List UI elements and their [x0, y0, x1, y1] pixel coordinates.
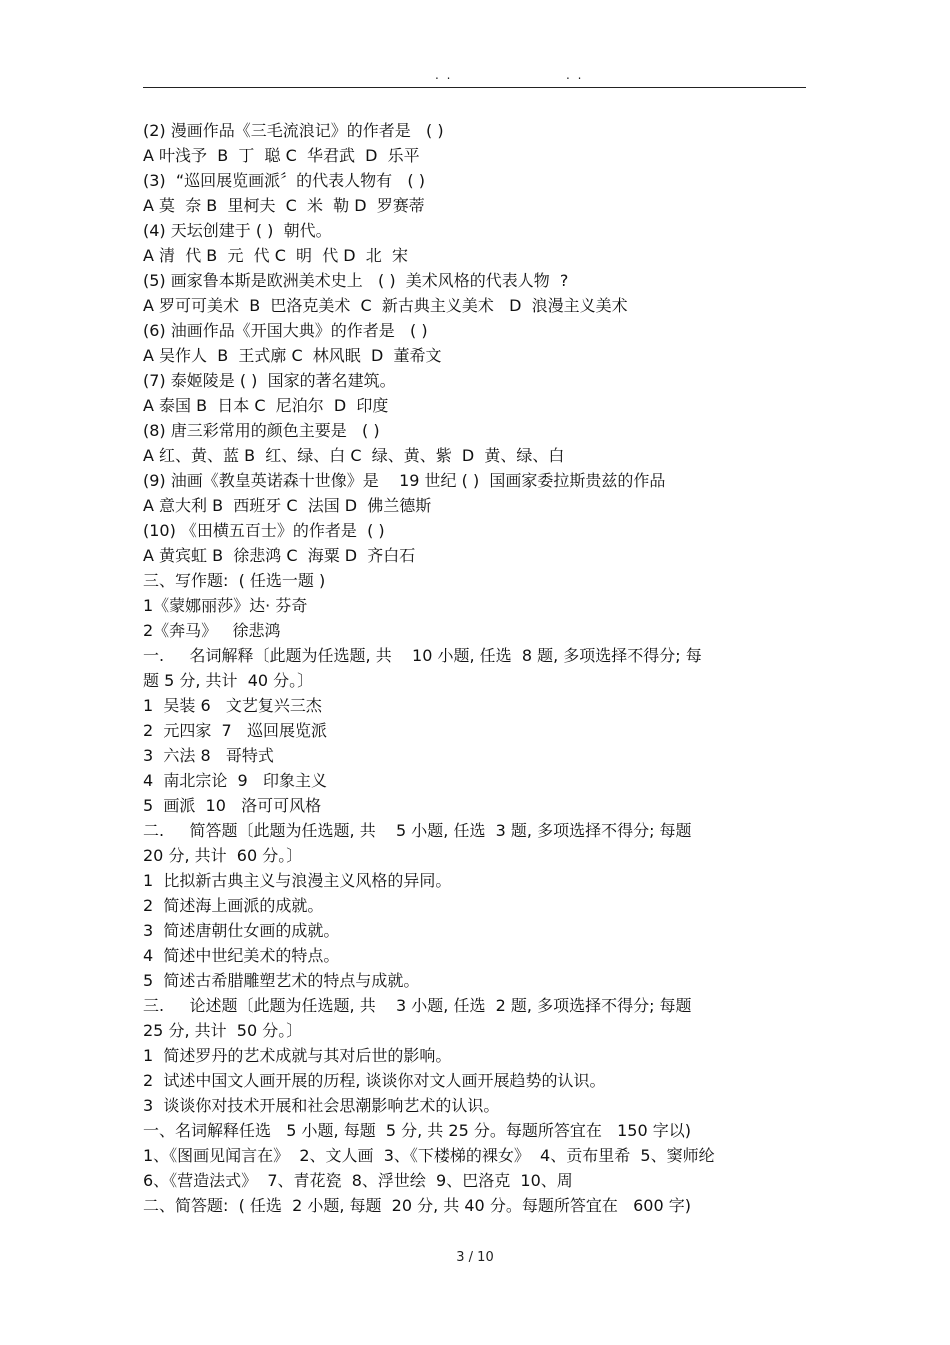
text-line: (10) 《田横五百士》的作者是 ( ) [143, 521, 385, 540]
text-line: 一、名词解释任选 5 小题, 每题 5 分, 共 25 分。每题所答宜在 150 字以) [143, 1121, 691, 1140]
text-line: 1 简述罗丹的艺术成就与其对后世的影响。 [143, 1046, 452, 1065]
text-line: 1 吴装 6 文艺复兴三杰 [143, 696, 322, 715]
text-line: (5) 画家鲁本斯是欧洲美术史上 ( ) 美术风格的代表人物 ? [143, 271, 569, 290]
text-line: 5 简述古希腊雕塑艺术的特点与成就。 [143, 971, 420, 990]
text-line: 25 分, 共计 50 分。〕 [143, 1021, 303, 1040]
text-line: 1《蒙娜丽莎》达· 芬奇 [143, 596, 308, 615]
text-line: 4 南北宗论 9 印象主义 [143, 771, 327, 790]
text-line: (9) 油画《教皇英诺森十世像》是 19 世纪 ( ) 国画家委拉斯贵兹的作品 [143, 471, 666, 490]
text-line: 题 5 分, 共计 40 分。〕 [143, 671, 314, 690]
text-line: (7) 泰姬陵是 ( ) 国家的著名建筑。 [143, 371, 396, 390]
text-line: A 叶浅予 B 丁 聪 C 华君武 D 乐平 [143, 146, 420, 165]
text-line: 一. 名词解释〔此题为任选题, 共 10 小题, 任选 8 题, 多项选择不得分; 每 [143, 646, 702, 665]
text-line: A 罗可可美术 B 巴洛克美术 C 新古典主义美术 D 浪漫主义美术 [143, 296, 628, 315]
text-line: 三. 论述题〔此题为任选题, 共 3 小题, 任选 2 题, 多项选择不得分; 每题 [143, 996, 692, 1015]
document-body [143, 118, 806, 1218]
text-line: 二. 简答题〔此题为任选题, 共 5 小题, 任选 3 题, 多项选择不得分; 每题 [143, 821, 692, 840]
text-line: A 意大利 B 西班牙 C 法国 D 佛兰德斯 [143, 496, 432, 515]
text-line: 3 六法 8 哥特式 [143, 746, 274, 765]
header-mark-left: . . [435, 68, 453, 82]
text-line: 6、《营造法式》 7、青花瓷 8、浮世绘 9、巴洛克 10、周 [143, 1171, 573, 1190]
text-line: 3 谈谈你对技术开展和社会思潮影响艺术的认识。 [143, 1096, 500, 1115]
text-line: 2《奔马》 徐悲鸿 [143, 621, 281, 640]
text-line: 3 简述唐朝仕女画的成就。 [143, 921, 340, 940]
text-line: 三、写作题: ( 任选一题 ) [143, 571, 326, 590]
text-line: 1 比拟新古典主义与浪漫主义风格的异同。 [143, 871, 452, 890]
text-line: (3) “巡回展览画派〞的代表人物有 ( ) [143, 171, 425, 190]
header-rule [143, 87, 806, 88]
text-line: 4 简述中世纪美术的特点。 [143, 946, 340, 965]
text-line: 5 画派 10 洛可可风格 [143, 796, 322, 815]
text-line: 2 试述中国文人画开展的历程, 谈谈你对文人画开展趋势的认识。 [143, 1071, 606, 1090]
text-line: A 吴作人 B 王式廓 C 林风眠 D 董希文 [143, 346, 442, 365]
text-line: A 莫 奈 B 里柯夫 C 米 勒 D 罗赛蒂 [143, 196, 425, 215]
text-line: 20 分, 共计 60 分。〕 [143, 846, 303, 865]
text-line: A 清 代 B 元 代 C 明 代 D 北 宋 [143, 246, 408, 265]
text-line: 1、《图画见闻言在》 2、文人画 3、《下楼梯的裸女》 4、贡布里希 5、窦师纶 [143, 1146, 715, 1165]
text-line: 2 元四家 7 巡回展览派 [143, 721, 327, 740]
text-line: A 红、黄、蓝 B 红、绿、白 C 绿、黄、紫 D 黄、绿、白 [143, 446, 565, 465]
text-line: (8) 唐三彩常用的颜色主要是 ( ) [143, 421, 380, 440]
text-line: (6) 油画作品《开国大典》的作者是 ( ) [143, 321, 428, 340]
text-line: (4) 天坛创建于 ( ) 朝代。 [143, 221, 332, 240]
page-number: 3 / 10 [456, 1250, 494, 1265]
text-line: A 黄宾虹 B 徐悲鸿 C 海粟 D 齐白石 [143, 546, 416, 565]
text-line: 2 简述海上画派的成就。 [143, 896, 324, 915]
header-mark-right: . . [566, 68, 584, 82]
text-line: A 泰国 B 日本 C 尼泊尔 D 印度 [143, 396, 389, 415]
text-line: 二、简答题: ( 任选 2 小题, 每题 20 分, 共 40 分。每题所答宜在 600 字) [143, 1196, 691, 1215]
text-line: (2) 漫画作品《三毛流浪记》的作者是 ( ) [143, 121, 444, 140]
page-header-marks [143, 68, 806, 88]
